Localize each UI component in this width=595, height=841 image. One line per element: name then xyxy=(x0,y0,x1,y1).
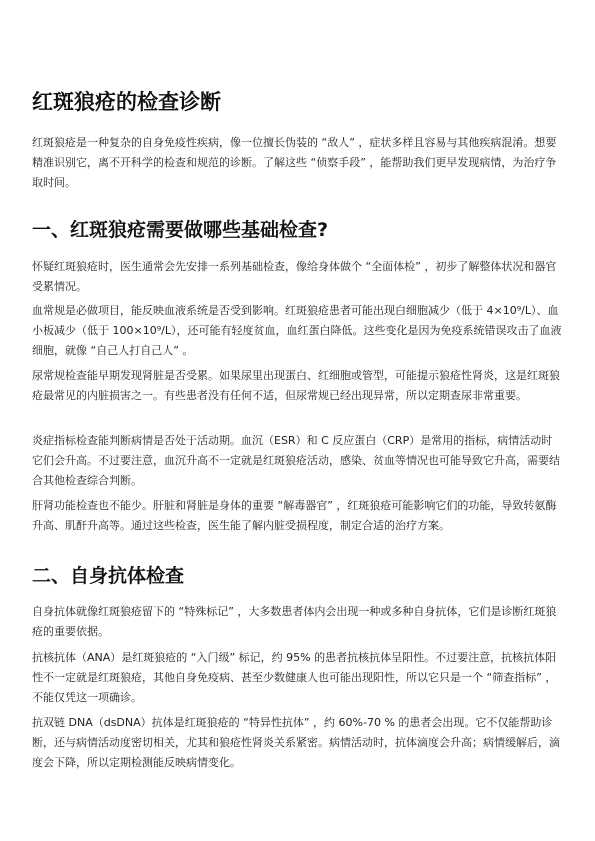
section-2-heading: 二、自身抗体检查 xyxy=(32,565,185,587)
section-1-paragraph-5: 肝肾功能检查也不能少。肝脏和肾脏是身体的重要 “解毒器官” ，红斑狼疮可能影响它们的功能，导致转氨酶升高、肌酐升高等。通过这些检查，医生能了解内脏受损程度，制定合适的治疗方案。 xyxy=(32,499,557,532)
section-1-paragraph-1: 怀疑红斑狼疮时，医生通常会先安排一系列基础检查，像给身体做个 “全面体检” ，初步了解整体状况和器官受累情况。 xyxy=(32,260,557,293)
section-1-heading: 一、红斑狼疮需要做哪些基础检查? xyxy=(32,219,329,241)
section-1-paragraph-4: 炎症指标检查能判断病情是否处于活动期。血沉（ESR）和 C 反应蛋白（CRP）是常用的指标，病情活动时它们会升高。不过要注意，血沉升高不一定就是红斑狼疮活动，感染、贫血等情况也可能导致它升高，需要结合其他检查综合判断。 xyxy=(32,434,560,487)
page-title: 红斑狼疮的检查诊断 xyxy=(32,90,221,114)
section-2-paragraph-3: 抗双链 DNA（dsDNA）抗体是红斑狼疮的 “特异性抗体” ，约 60%-70 % 的患者会出现。它不仅能帮助诊断，还与病情活动度密切相关，尤其和狼疮性肾炎关系紧密。病情活动时，抗体滴度会升高；病情缓解后，滴度会下降，所以定期检测能反映病情变化。 xyxy=(32,716,560,769)
section-2-paragraph-2: 抗核抗体（ANA）是红斑狼疮的 “入门级” 标记，约 95% 的患者抗核抗体呈阳性。不过要注意，抗核抗体阳性不一定就是红斑狼疮，其他自身免疫病、甚至少数健康人也可能出现阳性，所以它只是一个 “筛查指标” ，不能仅凭这一项确诊。 xyxy=(32,651,557,704)
section-1-paragraph-2: 血常规是必做项目，能反映血液系统是否受到影响。红斑狼疮患者可能出现白细胞减少（低于 4×10⁹/L）、血小板减少（低于 100×10⁹/L），还可能有轻度贫血，血红蛋白降低。这些变化是因为免疫系统错误攻击了血液细胞，就像 “自己人打自己人” 。 xyxy=(32,304,562,357)
section-2-paragraph-1: 自身抗体就像红斑狼疮留下的 “特殊标记” ，大多数患者体内会出现一种或多种自身抗体，它们是诊断红斑狼疮的重要依据。 xyxy=(32,605,557,638)
intro-paragraph: 红斑狼疮是一种复杂的自身免疫性疾病，像一位擅长伪装的 “敌人” ，症状多样且容易与其他疾病混淆。想要精准识别它，离不开科学的检查和规范的诊断。了解这些 “侦察手段” ，能帮助我们更早发现病情，为治疗争取时间。 xyxy=(32,136,557,189)
section-1-paragraph-3: 尿常规检查能早期发现肾脏是否受累。如果尿里出现蛋白、红细胞或管型，可能提示狼疮性肾炎，这是红斑狼疮最常见的内脏损害之一。有些患者没有任何不适，但尿常规已经出现异常，所以定期查尿非常重要。 xyxy=(32,369,560,402)
